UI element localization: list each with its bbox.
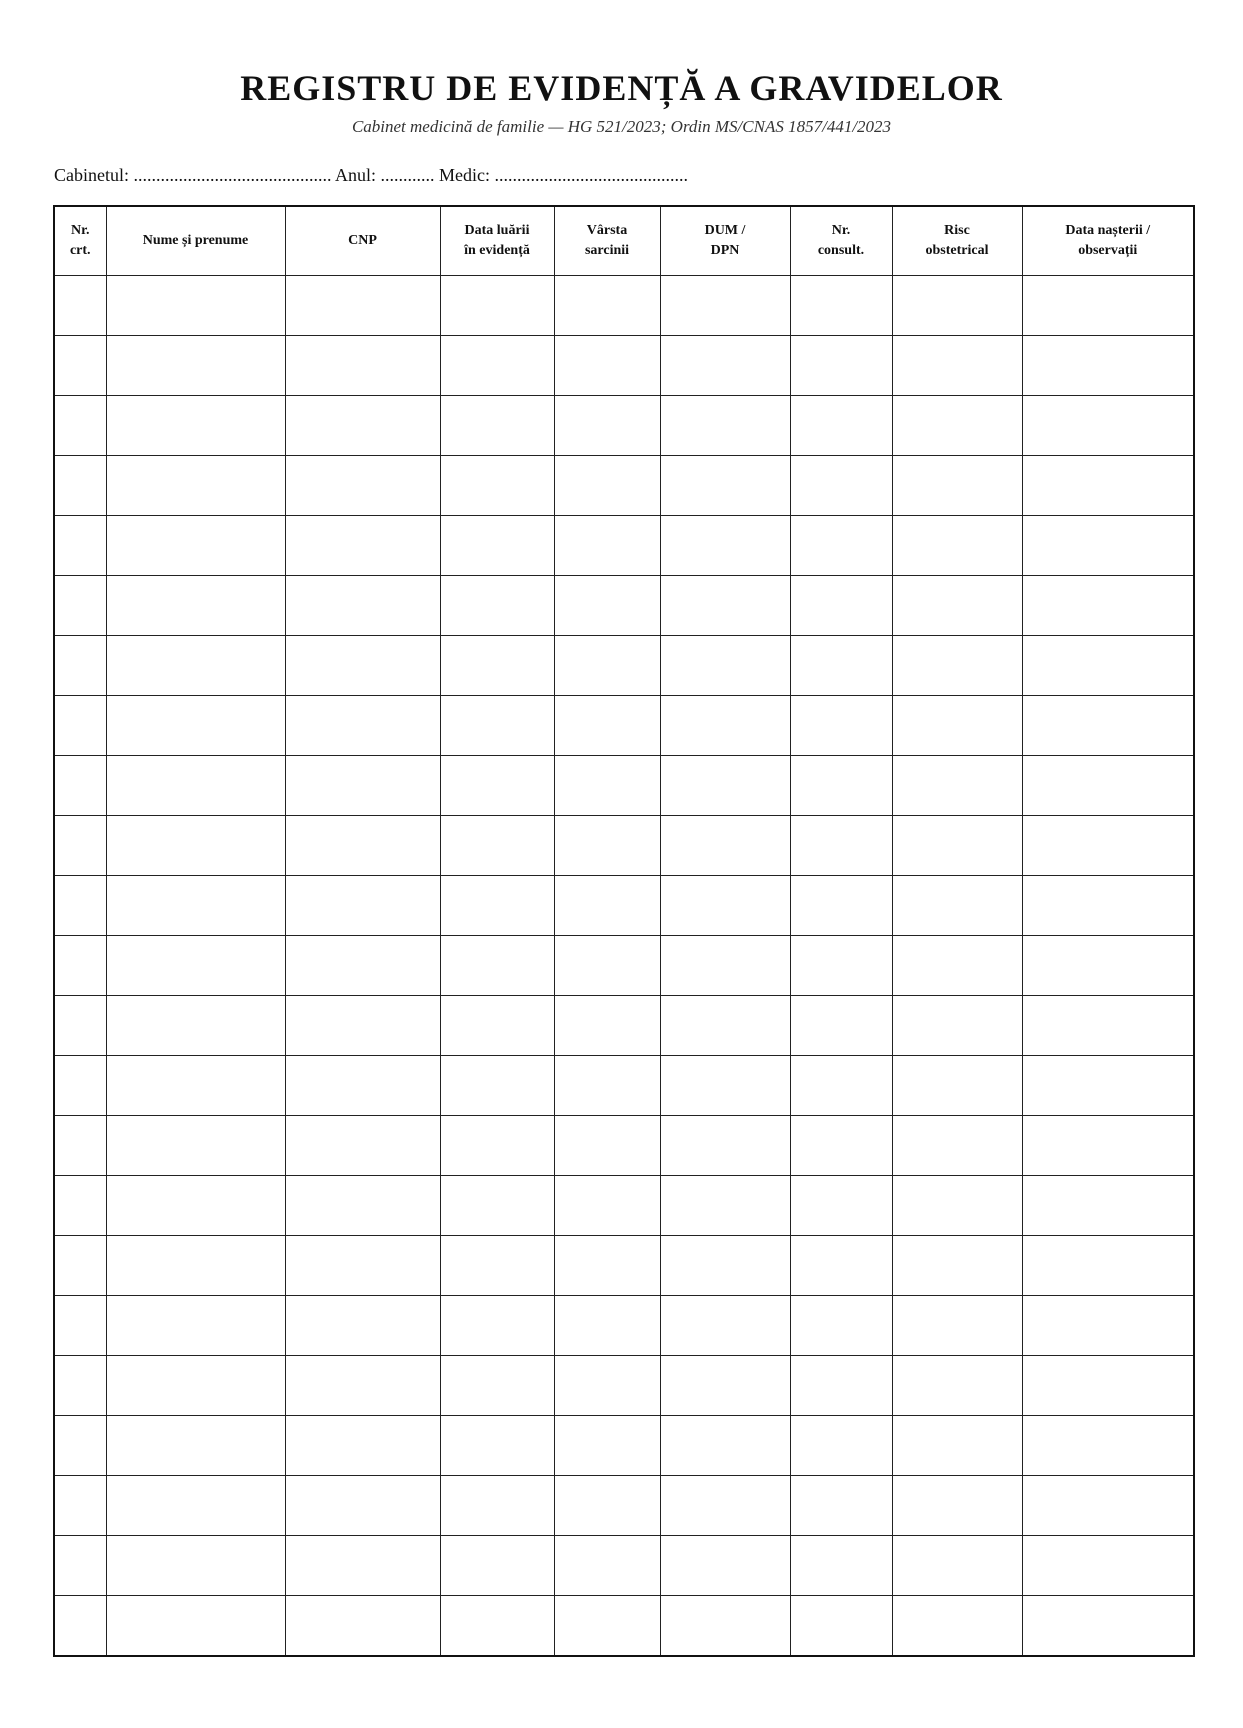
table-cell[interactable]: [554, 1236, 660, 1296]
table-cell[interactable]: [554, 756, 660, 816]
table-cell[interactable]: [285, 756, 440, 816]
table-cell[interactable]: [554, 636, 660, 696]
table-cell[interactable]: [790, 1116, 892, 1176]
table-cell[interactable]: [660, 1416, 790, 1476]
table-cell[interactable]: [285, 336, 440, 396]
table-cell[interactable]: [54, 1416, 106, 1476]
table-cell[interactable]: [790, 756, 892, 816]
table-cell[interactable]: [106, 1476, 285, 1536]
table-cell[interactable]: [440, 276, 554, 336]
table-cell[interactable]: [106, 1056, 285, 1116]
table-cell[interactable]: [660, 816, 790, 876]
col-header-nr-crt: Nr. crt.: [54, 206, 106, 276]
table-cell[interactable]: [1022, 1116, 1194, 1176]
table-cell[interactable]: [285, 1536, 440, 1596]
table-cell[interactable]: [54, 1536, 106, 1596]
table-row: [54, 1416, 1194, 1476]
table-cell[interactable]: [1022, 756, 1194, 816]
table-row: [54, 1056, 1194, 1116]
table-cell[interactable]: [440, 576, 554, 636]
table-cell[interactable]: [660, 336, 790, 396]
table-cell[interactable]: [285, 1056, 440, 1116]
table-cell[interactable]: [790, 816, 892, 876]
table-cell[interactable]: [440, 696, 554, 756]
col-header-nr-consult: Nr. consult.: [790, 206, 892, 276]
table-cell[interactable]: [1022, 1356, 1194, 1416]
table-cell[interactable]: [285, 996, 440, 1056]
table-cell[interactable]: [790, 576, 892, 636]
table-row: [54, 516, 1194, 576]
table-cell[interactable]: [440, 936, 554, 996]
table-cell[interactable]: [554, 576, 660, 636]
table-cell[interactable]: [790, 1596, 892, 1657]
table-cell[interactable]: [660, 1176, 790, 1236]
table-header-row: [54, 206, 1194, 276]
table-cell[interactable]: [554, 696, 660, 756]
table-cell[interactable]: [54, 336, 106, 396]
page-title: REGISTRU DE EVIDENȚĂ A GRAVIDELOR: [240, 68, 1003, 108]
table-cell[interactable]: [106, 1356, 285, 1416]
table-cell[interactable]: [1022, 396, 1194, 456]
cabinet-field[interactable]: Cabinetul: ............................................: [54, 165, 332, 185]
table-cell[interactable]: [892, 1176, 1022, 1236]
table-cell[interactable]: [554, 1056, 660, 1116]
doctor-field[interactable]: Medic: ...........................................: [434, 165, 689, 185]
table-cell[interactable]: [790, 996, 892, 1056]
table-cell[interactable]: [54, 756, 106, 816]
table-cell[interactable]: [660, 1596, 790, 1657]
table-cell[interactable]: [54, 936, 106, 996]
table-cell[interactable]: [106, 276, 285, 336]
table-cell[interactable]: [106, 336, 285, 396]
table-cell[interactable]: [1022, 516, 1194, 576]
table-cell[interactable]: [1022, 276, 1194, 336]
table-cell[interactable]: [106, 1116, 285, 1176]
table-cell[interactable]: [1022, 996, 1194, 1056]
table-cell[interactable]: [790, 696, 892, 756]
table-cell[interactable]: [892, 636, 1022, 696]
table-cell[interactable]: [554, 876, 660, 936]
table-cell[interactable]: [440, 1296, 554, 1356]
table-cell[interactable]: [54, 1356, 106, 1416]
table-cell[interactable]: [790, 336, 892, 396]
table-cell[interactable]: [1022, 1476, 1194, 1536]
table-cell[interactable]: [106, 396, 285, 456]
table-cell[interactable]: [554, 456, 660, 516]
table-cell[interactable]: [660, 696, 790, 756]
table-cell[interactable]: [554, 276, 660, 336]
table-cell[interactable]: [554, 1116, 660, 1176]
page-subtitle: Cabinet medicină de familie — HG 521/2023; Ordin MS/CNAS 1857/441/2023: [351, 117, 892, 136]
table-cell[interactable]: [106, 516, 285, 576]
table-row: [54, 696, 1194, 756]
table-cell[interactable]: [440, 1116, 554, 1176]
table-cell[interactable]: [660, 576, 790, 636]
table-cell[interactable]: [54, 1176, 106, 1236]
table-cell[interactable]: [54, 996, 106, 1056]
table-cell[interactable]: [660, 1056, 790, 1116]
table-cell[interactable]: [106, 996, 285, 1056]
table-cell[interactable]: [1022, 696, 1194, 756]
table-cell[interactable]: [660, 396, 790, 456]
table-row: [54, 816, 1194, 876]
col-header-risc-obstetrical: Risc obstetrical: [892, 206, 1022, 276]
table-row: [54, 1536, 1194, 1596]
table-cell[interactable]: [660, 1476, 790, 1536]
table-cell[interactable]: [660, 1536, 790, 1596]
table-cell[interactable]: [440, 816, 554, 876]
table-cell[interactable]: [440, 456, 554, 516]
table-cell[interactable]: [892, 336, 1022, 396]
table-cell[interactable]: [54, 1596, 106, 1657]
table-cell[interactable]: [892, 1356, 1022, 1416]
table-cell[interactable]: [660, 1236, 790, 1296]
table-cell[interactable]: [892, 1296, 1022, 1356]
table-cell[interactable]: [440, 996, 554, 1056]
table-cell[interactable]: [440, 1536, 554, 1596]
table-row: [54, 576, 1194, 636]
year-field[interactable]: Anul: ............: [331, 165, 435, 185]
table-cell[interactable]: [1022, 1416, 1194, 1476]
table-cell[interactable]: [106, 576, 285, 636]
table-cell[interactable]: [285, 936, 440, 996]
table-row: [54, 336, 1194, 396]
table-cell[interactable]: [440, 1356, 554, 1416]
table-cell[interactable]: [660, 636, 790, 696]
table-cell[interactable]: [1022, 1236, 1194, 1296]
col-header-dum-dpn: DUM / DPN: [660, 206, 790, 276]
table-cell[interactable]: [554, 516, 660, 576]
table-cell[interactable]: [1022, 1536, 1194, 1596]
table-row: [54, 636, 1194, 696]
table-cell[interactable]: [790, 456, 892, 516]
table-cell[interactable]: [285, 1416, 440, 1476]
table-cell[interactable]: [790, 1296, 892, 1356]
table-cell[interactable]: [790, 1356, 892, 1416]
table-cell[interactable]: [54, 876, 106, 936]
table-cell[interactable]: [1022, 816, 1194, 876]
table-cell[interactable]: [440, 1476, 554, 1536]
table-row: [54, 1596, 1194, 1657]
table-cell[interactable]: [285, 1356, 440, 1416]
form-fields-line: [54, 163, 688, 187]
table-cell[interactable]: [106, 1236, 285, 1296]
table-cell[interactable]: [285, 1476, 440, 1536]
table-cell[interactable]: [440, 396, 554, 456]
table-cell[interactable]: [285, 816, 440, 876]
table-cell[interactable]: [440, 1056, 554, 1116]
table-cell[interactable]: [790, 276, 892, 336]
table-cell[interactable]: [892, 1236, 1022, 1296]
table-cell[interactable]: [440, 516, 554, 576]
table-row: [54, 1176, 1194, 1236]
table-row: [54, 1116, 1194, 1176]
table-cell[interactable]: [892, 1476, 1022, 1536]
table-cell[interactable]: [106, 876, 285, 936]
table-cell[interactable]: [892, 1116, 1022, 1176]
table-cell[interactable]: [106, 936, 285, 996]
table-cell[interactable]: [892, 276, 1022, 336]
col-header-data-nasterii: Data nașterii / observații: [1022, 206, 1194, 276]
table-cell[interactable]: [554, 336, 660, 396]
table-cell[interactable]: [660, 1356, 790, 1416]
table-cell[interactable]: [54, 636, 106, 696]
table-cell[interactable]: [106, 696, 285, 756]
table-cell[interactable]: [554, 1536, 660, 1596]
table-row: [54, 1236, 1194, 1296]
table-cell[interactable]: [285, 516, 440, 576]
table-cell[interactable]: [790, 1056, 892, 1116]
table-cell[interactable]: [106, 636, 285, 696]
table-cell[interactable]: [285, 1596, 440, 1657]
table-cell[interactable]: [554, 1596, 660, 1657]
table-cell[interactable]: [285, 276, 440, 336]
table-cell[interactable]: [790, 1236, 892, 1296]
table-cell[interactable]: [790, 1416, 892, 1476]
table-cell[interactable]: [790, 936, 892, 996]
table-cell[interactable]: [892, 816, 1022, 876]
table-cell[interactable]: [440, 1596, 554, 1657]
table-cell[interactable]: [440, 1176, 554, 1236]
table-cell[interactable]: [440, 636, 554, 696]
table-cell[interactable]: [285, 456, 440, 516]
table-cell[interactable]: [790, 1176, 892, 1236]
table-cell[interactable]: [440, 876, 554, 936]
table-cell[interactable]: [892, 1056, 1022, 1116]
table-cell[interactable]: [1022, 936, 1194, 996]
table-cell[interactable]: [106, 756, 285, 816]
table-cell[interactable]: [54, 396, 106, 456]
table-cell[interactable]: [106, 1296, 285, 1356]
table-cell[interactable]: [1022, 876, 1194, 936]
table-cell[interactable]: [790, 876, 892, 936]
table-row: [54, 756, 1194, 816]
table-cell[interactable]: [892, 756, 1022, 816]
table-cell[interactable]: [892, 996, 1022, 1056]
table-cell[interactable]: [54, 576, 106, 636]
table-cell[interactable]: [790, 516, 892, 576]
table-cell[interactable]: [106, 1536, 285, 1596]
table-cell[interactable]: [554, 1176, 660, 1236]
table-cell[interactable]: [554, 816, 660, 876]
table-cell[interactable]: [892, 396, 1022, 456]
table-cell[interactable]: [892, 1536, 1022, 1596]
table-row: [54, 936, 1194, 996]
table-cell[interactable]: [285, 1236, 440, 1296]
table-cell[interactable]: [660, 1296, 790, 1356]
col-header-nume-prenume: Nume și prenume: [106, 206, 285, 276]
table-cell[interactable]: [660, 456, 790, 516]
table-row: [54, 276, 1194, 336]
table-cell[interactable]: [1022, 636, 1194, 696]
table-cell[interactable]: [285, 1116, 440, 1176]
table-cell[interactable]: [660, 996, 790, 1056]
table-cell[interactable]: [285, 1176, 440, 1236]
table-cell[interactable]: [892, 936, 1022, 996]
table-cell[interactable]: [54, 696, 106, 756]
table-cell[interactable]: [440, 1416, 554, 1476]
table-cell[interactable]: [660, 756, 790, 816]
table-cell[interactable]: [554, 1296, 660, 1356]
table-cell[interactable]: [285, 576, 440, 636]
table-cell[interactable]: [54, 1476, 106, 1536]
table-cell[interactable]: [54, 1116, 106, 1176]
table-cell[interactable]: [660, 276, 790, 336]
table-cell[interactable]: [440, 1236, 554, 1296]
table-cell[interactable]: [54, 1056, 106, 1116]
table-cell[interactable]: [285, 636, 440, 696]
table-cell[interactable]: [554, 936, 660, 996]
table-cell[interactable]: [1022, 456, 1194, 516]
table-cell[interactable]: [790, 1476, 892, 1536]
table-cell[interactable]: [54, 1236, 106, 1296]
register-table-container: [53, 205, 1193, 1657]
table-cell[interactable]: [660, 876, 790, 936]
table-cell[interactable]: [1022, 1056, 1194, 1116]
table-cell[interactable]: [554, 396, 660, 456]
table-cell[interactable]: [106, 1176, 285, 1236]
table-row: [54, 396, 1194, 456]
table-cell[interactable]: [440, 336, 554, 396]
table-cell[interactable]: [790, 396, 892, 456]
table-cell[interactable]: [285, 876, 440, 936]
table-cell[interactable]: [1022, 336, 1194, 396]
table-cell[interactable]: [1022, 1176, 1194, 1236]
table-row: [54, 456, 1194, 516]
col-header-data-luarii: Data luării în evidență: [440, 206, 554, 276]
table-cell[interactable]: [554, 1416, 660, 1476]
table-cell[interactable]: [54, 1296, 106, 1356]
table-row: [54, 1476, 1194, 1536]
table-cell[interactable]: [660, 516, 790, 576]
table-cell[interactable]: [892, 696, 1022, 756]
table-cell[interactable]: [790, 1536, 892, 1596]
table-row: [54, 1296, 1194, 1356]
table-cell[interactable]: [892, 1416, 1022, 1476]
table-cell[interactable]: [106, 456, 285, 516]
table-cell[interactable]: [892, 876, 1022, 936]
table-cell[interactable]: [106, 1416, 285, 1476]
table-cell[interactable]: [1022, 1296, 1194, 1356]
table-cell[interactable]: [660, 1116, 790, 1176]
register-table: [53, 205, 1195, 1657]
col-header-varsta-sarcinii: Vârsta sarcinii: [554, 206, 660, 276]
table-cell[interactable]: [440, 756, 554, 816]
table-row: [54, 996, 1194, 1056]
table-cell[interactable]: [106, 1596, 285, 1657]
table-cell[interactable]: [892, 516, 1022, 576]
table-cell[interactable]: [554, 1476, 660, 1536]
table-cell[interactable]: [1022, 1596, 1194, 1657]
table-cell[interactable]: [54, 816, 106, 876]
table-row: [54, 876, 1194, 936]
table-cell[interactable]: [892, 576, 1022, 636]
table-cell[interactable]: [1022, 576, 1194, 636]
table-cell[interactable]: [54, 516, 106, 576]
table-cell[interactable]: [285, 1296, 440, 1356]
table-body: [54, 276, 1194, 1657]
table-row: [54, 1356, 1194, 1416]
table-cell[interactable]: [790, 636, 892, 696]
table-cell[interactable]: [554, 1356, 660, 1416]
table-cell[interactable]: [54, 276, 106, 336]
table-cell[interactable]: [554, 996, 660, 1056]
col-header-cnp: CNP: [285, 206, 440, 276]
table-cell[interactable]: [892, 456, 1022, 516]
table-cell[interactable]: [660, 936, 790, 996]
table-cell[interactable]: [285, 396, 440, 456]
table-cell[interactable]: [892, 1596, 1022, 1657]
table-cell[interactable]: [106, 816, 285, 876]
table-cell[interactable]: [285, 696, 440, 756]
table-cell[interactable]: [54, 456, 106, 516]
